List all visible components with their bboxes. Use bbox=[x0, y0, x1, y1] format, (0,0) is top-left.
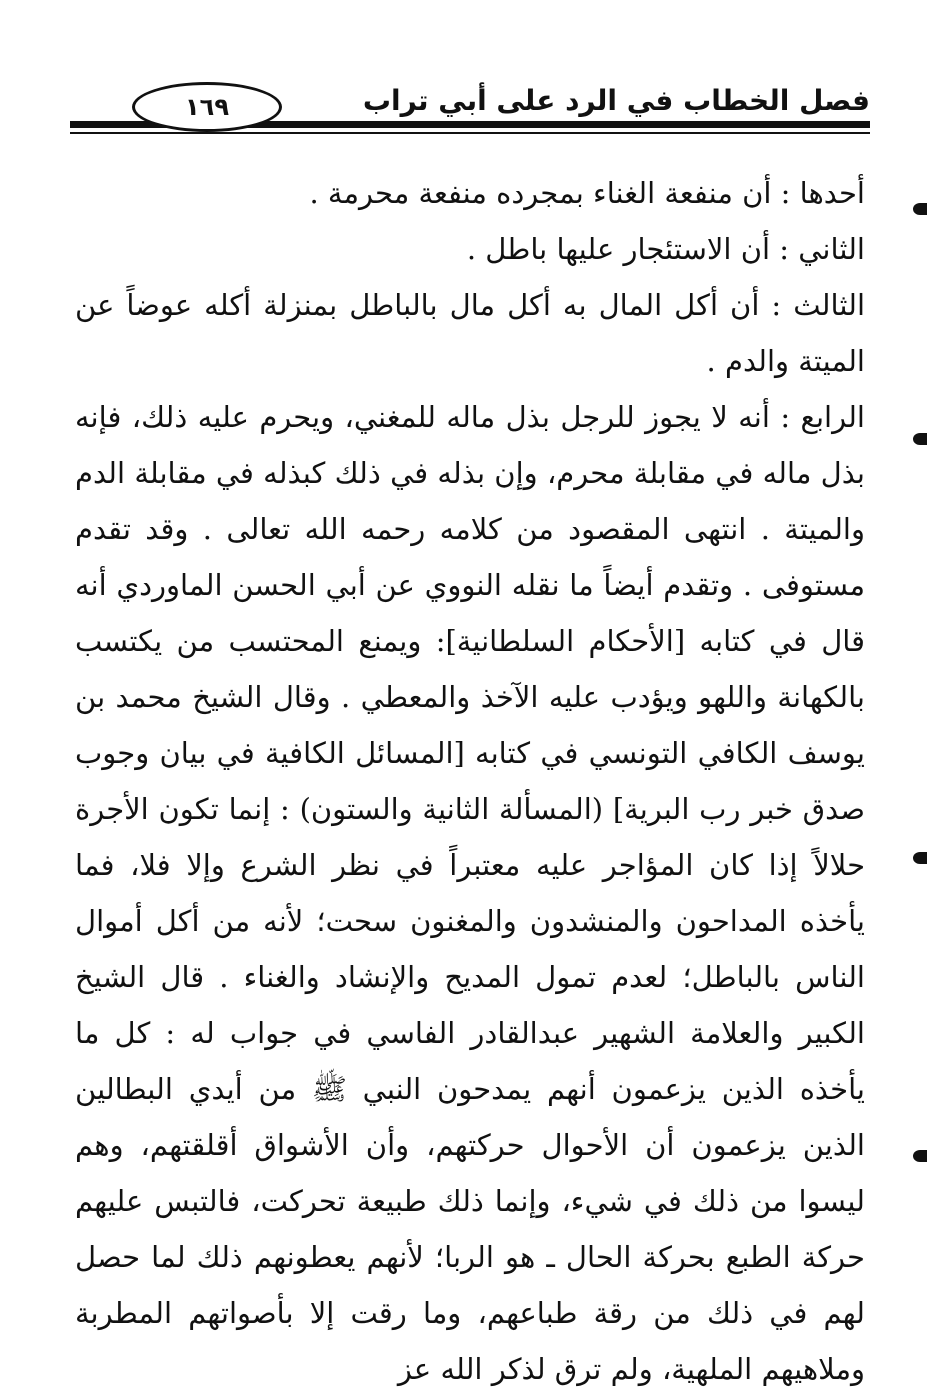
margin-mark bbox=[913, 1150, 927, 1162]
running-title: فصل الخطاب في الرد على أبي تراب bbox=[362, 84, 870, 117]
page-body bbox=[75, 165, 865, 1397]
paragraph-4: الرابع : أنه لا يجوز للرجل بذل ماله للمغني، ويحرم عليه ذلك، فإنه بذل ماله في مقابلة محرم، وإن بذله في ذلك كبذله في مقابلة الدم والميتة . انتهى المقصود من كلامه رحمه الله تعالى . وقد تقدم مستوفى . وتقدم أيضاً ما نقله النووي عن أبي الحسن الماوردي أنه قال في كتابه [الأحكام السلطانية]: ويمنع المحتسب من يكتسب بالكهانة واللهو ويؤدب عليه الآخذ والمعطي . وقال الشيخ محمد بن يوسف الكافي التونسي في كتابه [المسائل الكافية في بيان وجوب صدق خبر رب البرية] (المسألة الثانية والستون) : إنما تكون الأجرة حلالاً إذا كان المؤاجر عليه معتبراً في نظر الشرع وإلا فلا، فما يأخذه المداحون والمنشدون والمغنون سحت؛ لأنه من أكل أموال الناس بالباطل؛ لعدم تمول المديح والإنشاد والغناء . قال الشيخ الكبير والعلامة الشهير عبدالقادر الفاسي في جواب له : كل ما يأخذه الذين يزعمون أنهم يمدحون النبي ﷺ من أيدي البطالين الذين يزعمون أن الأحوال حركتهم، وأن الأشواق أقلقتهم، وهم ليسوا من ذلك في شيء، وإنما ذلك طبيعة تحركت، فالتبس عليهم حركة الطبع بحركة الحال ـ هو الربا؛ لأنهم يعطونهم ذلك لما حصل لهم في ذلك من رقة طباعهم، وما رقت إلا بأصواتهم المطربة وملاهيهم الملهية، ولم ترق لذكر الله عز bbox=[75, 400, 865, 1386]
paragraph-1: أحدها : أن منفعة الغناء بمجرده منفعة محرمة . bbox=[309, 176, 865, 210]
paragraph-3: الثالث : أن أكل المال به أكل مال بالباطل بمنزلة أكله عوضاً عن الميتة والدم . bbox=[75, 288, 865, 378]
header-rule-thin bbox=[70, 132, 870, 134]
margin-mark bbox=[913, 852, 927, 864]
page-number: ١٦٩ bbox=[185, 93, 229, 121]
margin-mark bbox=[913, 203, 927, 215]
page-header bbox=[70, 78, 870, 140]
page-number-badge bbox=[132, 82, 282, 132]
margin-mark bbox=[913, 433, 927, 445]
paragraph-2: الثاني : أن الاستئجار عليها باطل . bbox=[466, 232, 865, 266]
